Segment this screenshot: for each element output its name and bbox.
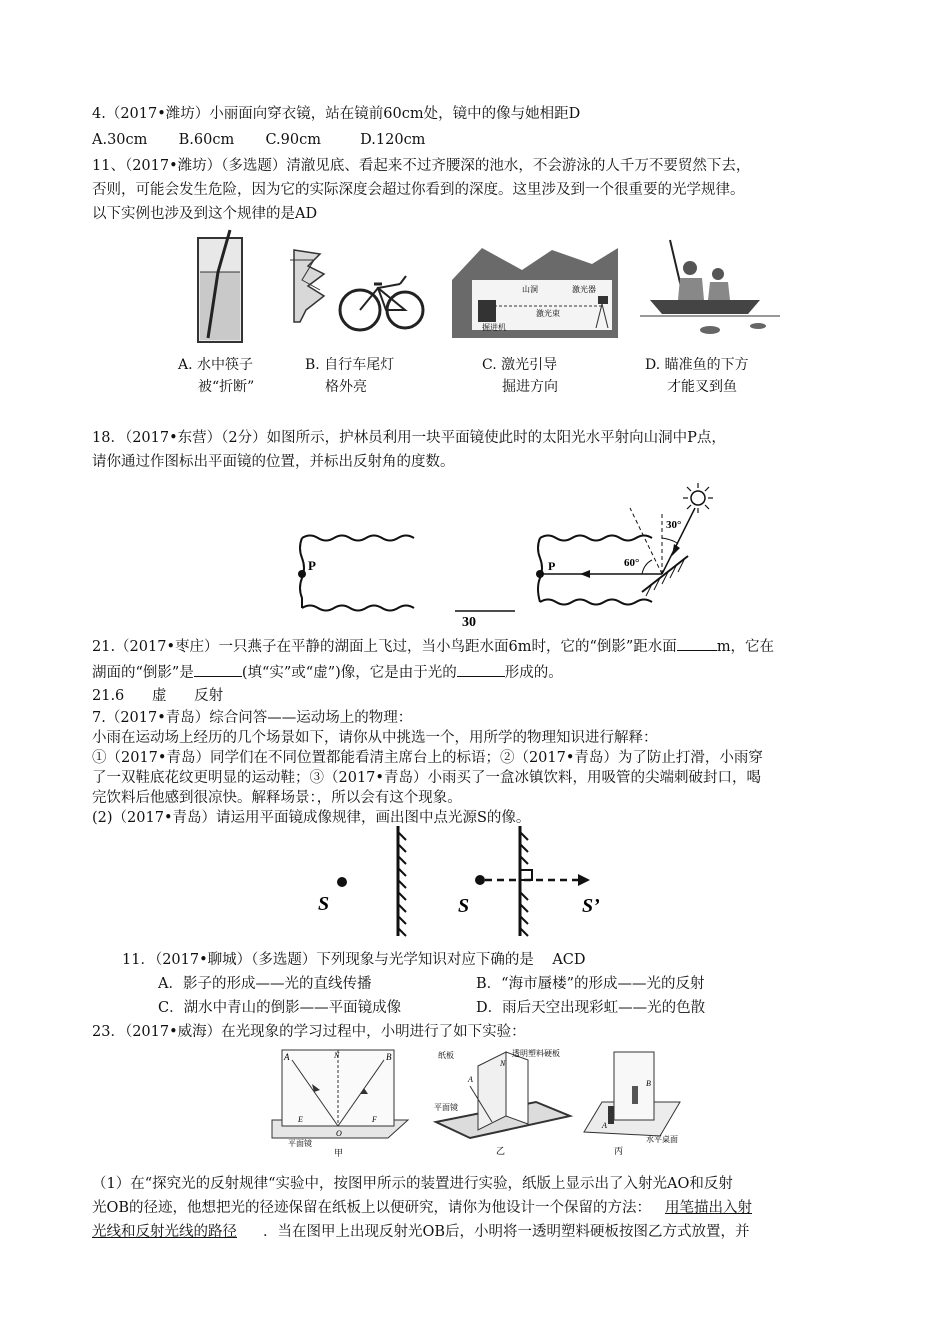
q4-option-b: B.60cm — [178, 132, 235, 148]
figure-yi — [430, 1046, 576, 1158]
fig-bing-label: 丙 — [614, 1146, 624, 1156]
q4-stem: 4.（2017•潍坊）小丽面向穿衣镜，站在镜前60cm处，镜中的像与她相距D — [92, 106, 581, 122]
bicycle-tail-light-figure — [290, 240, 425, 335]
spearing-fish-figure — [640, 238, 780, 338]
q7-label-s-right: S — [458, 895, 470, 917]
svg-text:B: B — [646, 1079, 651, 1088]
fig-c-label-laser: 激光器 — [572, 285, 596, 294]
q11a-line1: 11、（2017•潍坊）（多选题）清澈见底、看起来不过齐腰深的池水，不会游泳的人千万不要贸然下去， — [92, 158, 751, 174]
q11b-stem: 11．（2017•聊城）（多选题）下列现象与光学知识对应下确的是 ACD — [122, 952, 586, 968]
caption-c: C. 激光引导 掘进方向 — [482, 357, 558, 395]
q7-line6: (2)（2017•青岛）请运用平面镜成像规律，画出图中点光源S的像。 — [92, 810, 531, 826]
q11b-option-b: B．“海市蜃楼”的形成——光的反射 — [476, 976, 705, 992]
q23-p1-line2: 光OB的径迹，他想把光的径迹保留在纸板上以便研究，请你为他设计一个保留的方法： 用笔描出入射 — [92, 1200, 753, 1216]
q11a-line3: 以下实例也涉及到这个规律的是AD — [92, 206, 318, 222]
svg-text:N: N — [334, 1051, 340, 1060]
q11b-option-a: A．影子的形成——光的直线传播 — [158, 976, 372, 992]
q7-line2: 小雨在运动场上经历的几个场景如下，请你从中挑选一个，用所学的物理知识进行解释： — [92, 730, 658, 746]
fig-yi-label: 乙 — [496, 1146, 506, 1156]
svg-text:B: B — [386, 1052, 392, 1062]
q18-figure — [290, 478, 730, 630]
q21-blank-3[interactable] — [457, 662, 505, 677]
q18-line1: 18．（2017•东营）（2分）如图所示，护林员利用一块平面镜使此时的太阳光水平射向山洞中P点， — [92, 430, 726, 446]
svg-text:A: A — [468, 1075, 473, 1084]
q18-point-p-right: P — [548, 559, 556, 573]
q11b-option-d: D．雨后天空出现彩虹——光的色散 — [476, 1000, 706, 1016]
q7-line4: 了一双鞋底花纹更明显的运动鞋；③（2017•青岛）小雨买了一盒冰镇饮料，用吸管的尖端刺破封口，喝 — [92, 770, 761, 786]
q4-option-d: D.120cm — [360, 132, 426, 148]
q18-answer: 30 — [462, 615, 476, 630]
q21-line2: 湖面的“倒影”是 (填“实”或“虚”)像，它是由于光的 形成的。 — [92, 662, 563, 683]
fig-bing-label-table: 水平桌面 — [646, 1135, 678, 1144]
caption-a: A. 水中筷子 被“折断” — [178, 357, 255, 395]
svg-text:A: A — [284, 1052, 290, 1062]
q4-option-c: C.90cm — [265, 132, 321, 148]
fig-jia-label-mirror: 平面镜 — [288, 1139, 312, 1148]
fig-c-label-machine: 掘进机 — [482, 323, 506, 332]
fig-jia-label: 甲 — [334, 1148, 344, 1158]
q23-answer-part1: 用笔描出入射 — [665, 1200, 753, 1216]
point-source-mirror-figure — [310, 822, 650, 940]
q11b-option-c: C．湖水中青山的倒影——平面镜成像 — [158, 1000, 402, 1016]
q18-line2: 请你通过作图标出平面镜的位置，并标出反射角的度数。 — [92, 454, 455, 470]
svg-text:A: A — [602, 1121, 607, 1130]
figure-jia — [268, 1046, 414, 1158]
caption-d: D. 瞄准鱼的下方 才能叉到鱼 — [645, 357, 749, 395]
q18-angle-30: 30° — [666, 519, 682, 531]
q21-answer: 21.6 虚 反射 — [92, 688, 224, 704]
fig-c-label-beam: 激光束 — [536, 309, 560, 318]
fig-yi-label-mirror: 平面镜 — [434, 1103, 458, 1112]
q23-p1-line3: 光线和反射光线的路径 ．当在图甲上出现反射光OB后，小明将一透明塑料硬板按图乙方式放置，并 — [92, 1224, 750, 1240]
svg-text:O: O — [336, 1129, 342, 1138]
q23-p1-line1: （1）在“探究光的反射规律“实验中，按图甲所示的装置进行实验，纸版上显示出了入射光AO和反射 — [92, 1176, 733, 1192]
fig-c-label-cave: 山洞 — [522, 285, 538, 294]
fig-yi-label-board: 透明塑料硬板 — [512, 1049, 560, 1058]
q7-label-s-prime: S’ — [582, 895, 600, 917]
figure-bing — [580, 1046, 690, 1158]
q23-answer-part2: 光线和反射光线的路径 — [92, 1224, 237, 1240]
svg-text:E: E — [298, 1115, 303, 1124]
caption-b: B. 自行车尾灯 格外亮 — [305, 357, 395, 395]
q21-blank-1[interactable] — [677, 636, 717, 651]
laser-tunnel-figure — [452, 240, 618, 338]
q7-label-s-left: S — [318, 893, 330, 915]
q21-line1: 21.（2017•枣庄）一只燕子在平静的湖面上飞过，当小鸟距水面6m时，它的“倒影”距水面 m，它在 — [92, 636, 774, 657]
q7-line5: 完饮料后他感到很凉快。解释场景：，所以会有这个现象。 — [92, 790, 462, 806]
q7-line1: 7.（2017•青岛）综合问答——运动场上的物理： — [92, 710, 413, 726]
q18-angle-60: 60° — [624, 557, 640, 569]
q7-line3: ①（2017•青岛）同学们在不同位置都能看清主席台上的标语；②（2017•青岛）为了防止打滑，小雨穿 — [92, 750, 763, 766]
q4-option-a: A.30cm — [92, 132, 148, 148]
svg-text:N: N — [500, 1059, 506, 1068]
q4-options — [92, 130, 425, 150]
svg-text:F: F — [372, 1115, 377, 1124]
chopstick-in-water-figure — [190, 228, 250, 346]
q18-point-p-left: P — [308, 558, 316, 573]
q23-stem: 23．（2017•威海）在光现象的学习过程中，小明进行了如下实验： — [92, 1024, 526, 1040]
q21-blank-2[interactable] — [194, 662, 242, 677]
fig-yi-label-paper: 纸板 — [438, 1051, 454, 1060]
q11a-line2: 否则，可能会发生危险，因为它的实际深度会超过你看到的深度。这里涉及到一个很重要的光学规律。 — [92, 182, 745, 198]
